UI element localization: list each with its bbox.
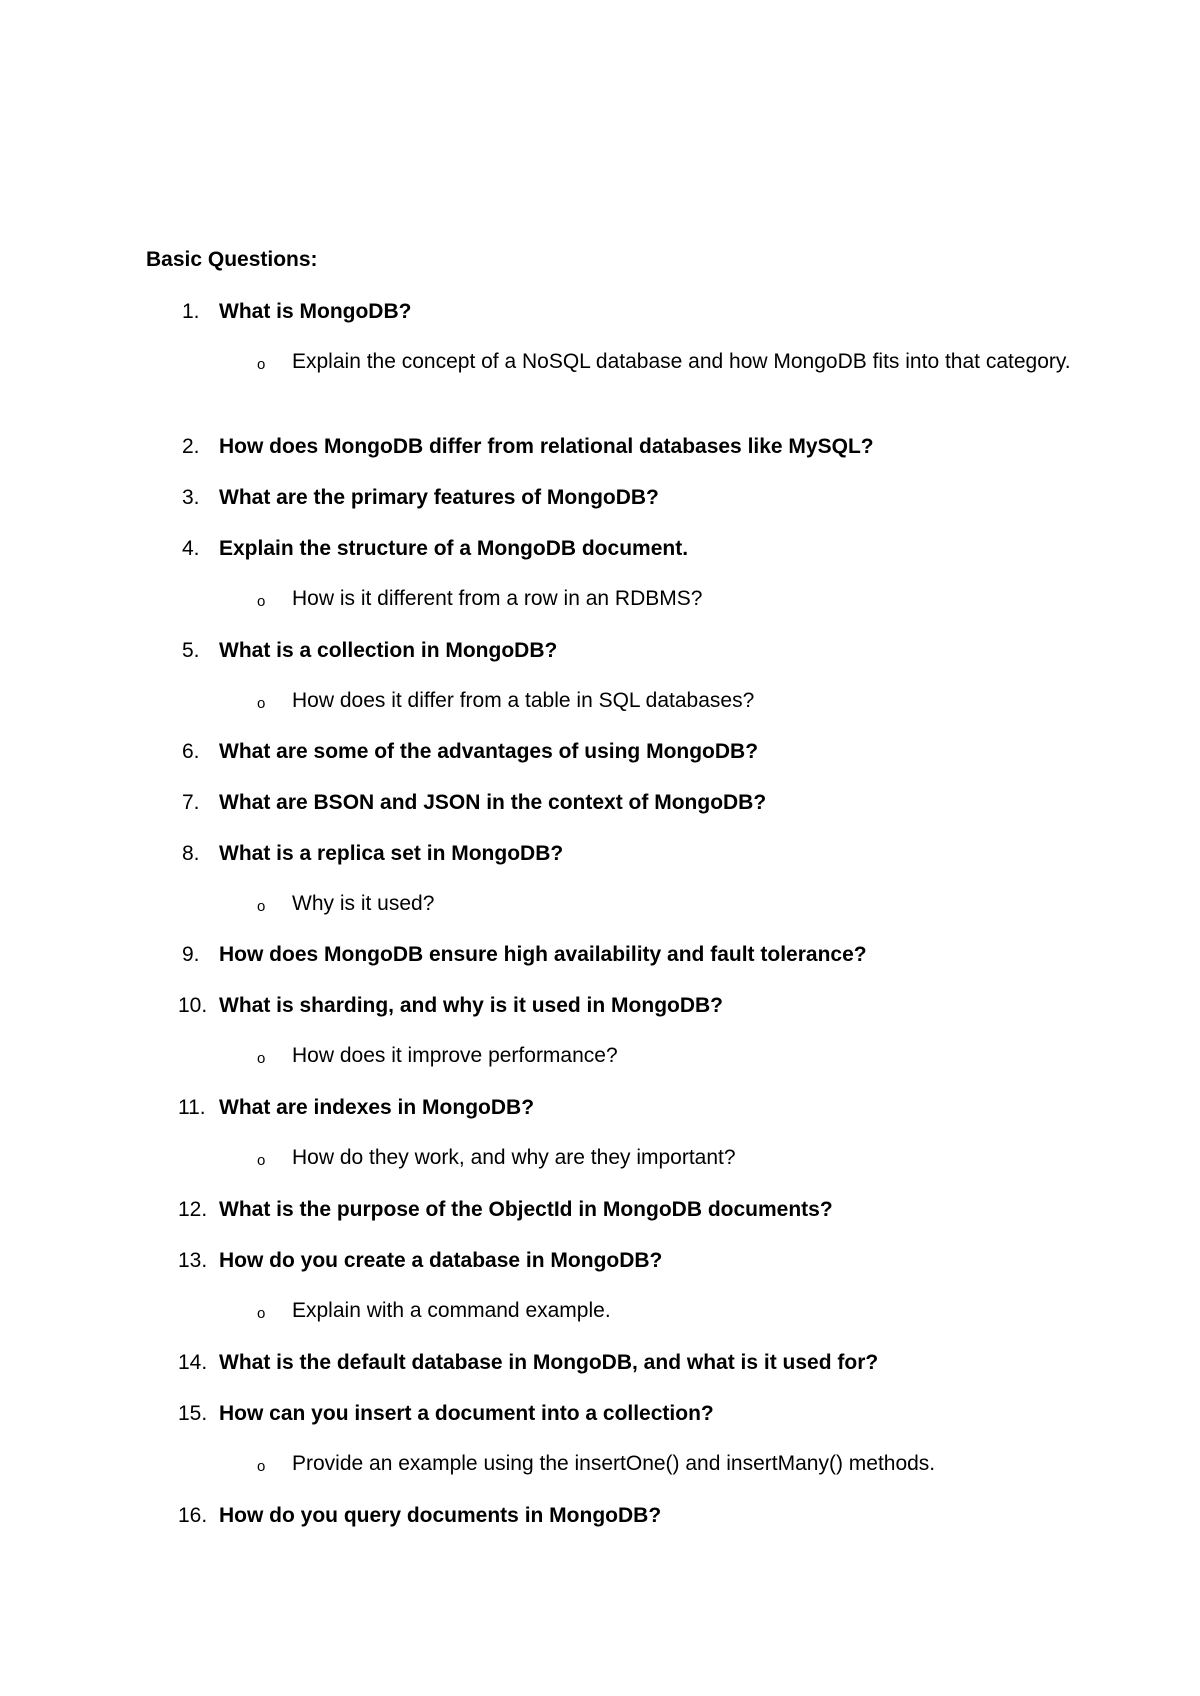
sub-point-text: Explain the concept of a NoSQL database and how MongoDB fits into that category.: [292, 350, 1071, 373]
item-number: 12.: [178, 1198, 208, 1221]
question-text: What is sharding, and why is it used in MongoDB?: [219, 994, 724, 1017]
item-number: 6.: [182, 740, 200, 763]
item-number: 14.: [178, 1351, 208, 1374]
item-number: 2.: [182, 435, 200, 458]
question-text: How does MongoDB ensure high availability and fault tolerance?: [219, 943, 867, 966]
question-text: What are indexes in MongoDB?: [219, 1096, 535, 1119]
question-text: Explain the structure of a MongoDB document.: [219, 537, 689, 560]
bullet-icon: o: [257, 898, 266, 915]
question-text: What is the default database in MongoDB, and what is it used for?: [219, 1351, 879, 1374]
bullet-icon: o: [257, 1152, 266, 1169]
item-number: 7.: [182, 791, 200, 814]
question-text: What are some of the advantages of using MongoDB?: [219, 740, 759, 763]
sub-point-text: How is it different from a row in an RDBMS?: [292, 587, 703, 610]
item-number: 11.: [178, 1096, 206, 1119]
sub-point-text: Provide an example using the insertOne() and insertMany() methods.: [292, 1452, 936, 1475]
item-number: 4.: [182, 537, 200, 560]
sub-point-text: How do they work, and why are they important?: [292, 1146, 736, 1169]
question-text: What is a replica set in MongoDB?: [219, 842, 564, 865]
question-text: What are BSON and JSON in the context of MongoDB?: [219, 791, 767, 814]
question-text: What is the purpose of the ObjectId in MongoDB documents?: [219, 1198, 833, 1221]
item-number: 8.: [182, 842, 200, 865]
question-text: How do you create a database in MongoDB?: [219, 1249, 663, 1272]
question-text: How does MongoDB differ from relational databases like MySQL?: [219, 435, 874, 458]
sub-point-text: How does it improve performance?: [292, 1044, 618, 1067]
sub-point-text: Why is it used?: [292, 892, 435, 915]
item-number: 10.: [178, 994, 208, 1017]
question-text: How can you insert a document into a collection?: [219, 1402, 714, 1425]
bullet-icon: o: [257, 695, 266, 712]
item-number: 3.: [182, 486, 200, 509]
bullet-icon: o: [257, 593, 266, 610]
sub-point-text: How does it differ from a table in SQL databases?: [292, 689, 755, 712]
bullet-icon: o: [257, 1305, 266, 1322]
question-text: How do you query documents in MongoDB?: [219, 1504, 662, 1527]
item-number: 16.: [178, 1504, 208, 1527]
question-text: What is MongoDB?: [219, 300, 412, 323]
bullet-icon: o: [257, 1458, 266, 1475]
item-number: 13.: [178, 1249, 208, 1272]
item-number: 5.: [182, 639, 200, 662]
bullet-icon: o: [257, 356, 266, 373]
item-number: 1.: [182, 300, 200, 323]
sub-point-text: Explain with a command example.: [292, 1299, 611, 1322]
question-text: What is a collection in MongoDB?: [219, 639, 558, 662]
bullet-icon: o: [257, 1050, 266, 1067]
section-heading: Basic Questions:: [146, 248, 318, 271]
item-number: 15.: [178, 1402, 208, 1425]
question-text: What are the primary features of MongoDB?: [219, 486, 659, 509]
item-number: 9.: [182, 943, 200, 966]
